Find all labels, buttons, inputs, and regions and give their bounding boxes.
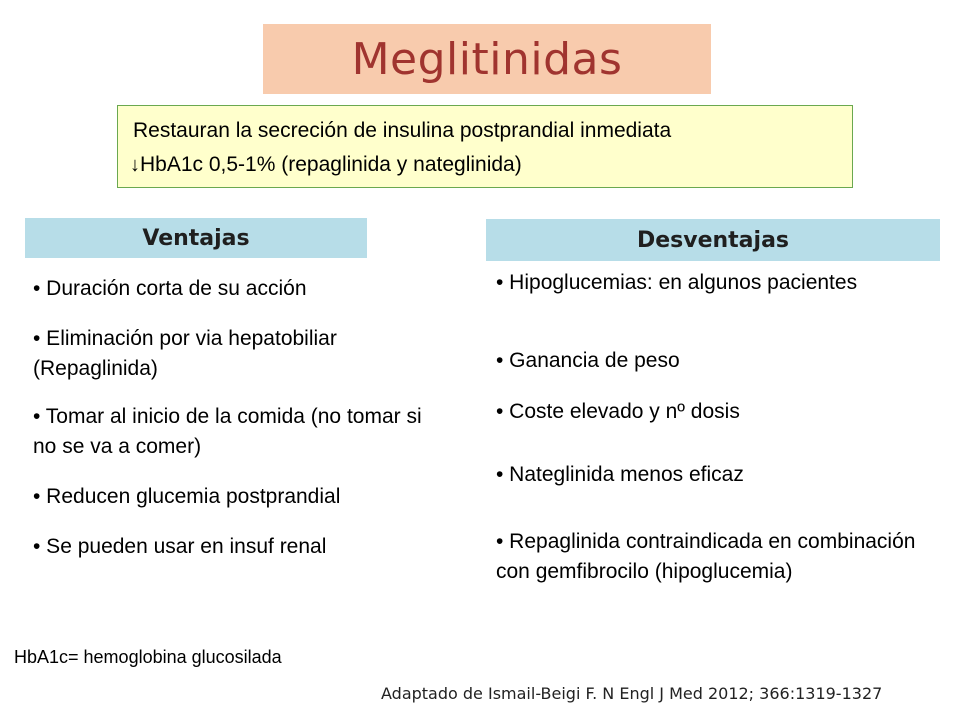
arrow-down-icon: ↓ [130,154,140,176]
intro-line-2-text: HbA1c 0,5-1% (repaglinida y nateglinida) [140,153,522,176]
list-item: • Eliminación por via hepatobiliar (Repaglinida) [33,327,337,380]
list-item: • Ganancia de peso [496,349,680,372]
desventajas-header [486,219,940,261]
list-item: • Se pueden usar en insuf renal [33,535,327,558]
desventajas-header-label: Desventajas [636,227,790,253]
intro-line-1: Restauran la secreción de insulina postprandial inmediata [133,119,672,142]
list-item: • Coste elevado y nº dosis [496,400,740,423]
intro-box [117,105,853,188]
footnote: HbA1c= hemoglobina glucosilada [14,647,282,667]
ventajas-header-label: Ventajas [142,225,250,251]
list-item: • Nateglinida menos eficaz [496,463,744,486]
list-item: • Duración corta de su acción [33,277,307,300]
page-title: Meglitinidas [351,33,623,85]
intro-line-2 [130,148,522,182]
title-banner [263,24,711,94]
list-item: • Repaglinida contraindicada en combinación con gemfibrocilo (hipoglucemia) [496,530,916,583]
list-item: • Hipoglucemias: en algunos pacientes [496,271,858,294]
list-item: • Reducen glucemia postprandial [33,485,341,508]
ventajas-header [25,218,367,258]
source-citation: Adaptado de Ismail-Beigi F. N Engl J Med 2012; 366:1319-1327 [381,684,883,703]
list-item: • Tomar al inicio de la comida (no tomar si no se va a comer) [33,405,422,458]
